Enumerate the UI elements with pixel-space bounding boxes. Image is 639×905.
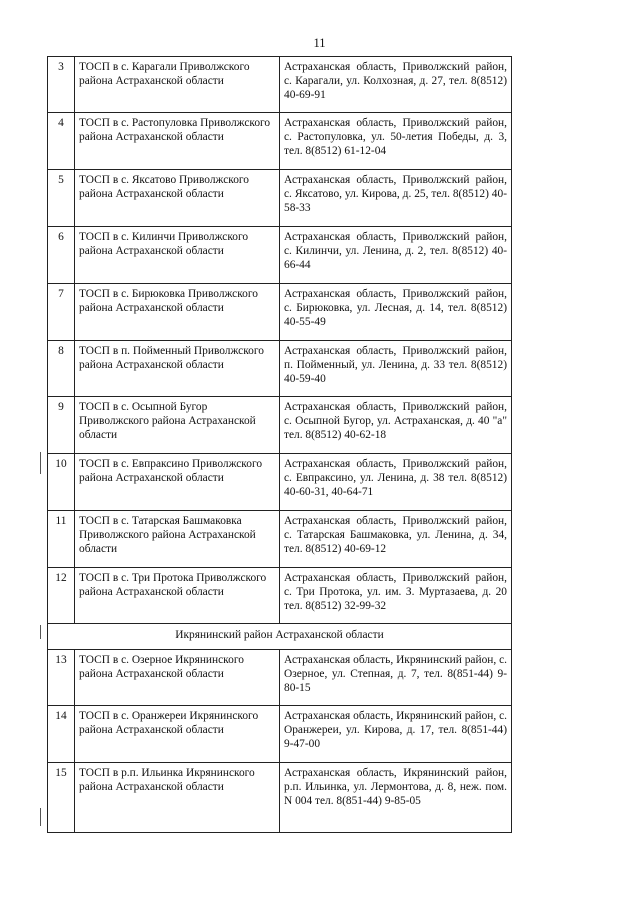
organization-name: ТОСП в с. Татарская Башмаковка Приволжского района Астраханской области: [75, 511, 280, 568]
row-number: 7: [48, 284, 75, 341]
row-number: 8: [48, 341, 75, 397]
table-row: [48, 57, 512, 113]
organization-address: Астраханская область, Приволжский район, с. Яксатово, ул. Кирова, д. 25, тел. 8(8512) 40-58-33: [280, 170, 512, 227]
organization-name: ТОСП в с. Растопуловка Приволжского района Астраханской области: [75, 113, 280, 170]
organizations-table: [47, 56, 512, 833]
section-title: Икрянинский район Астраханской области: [48, 624, 512, 650]
table-row: [48, 454, 512, 511]
scan-mark: [40, 625, 41, 639]
row-number: 12: [48, 568, 75, 624]
organization-name: ТОСП в с. Оранжереи Икрянинского района Астраханской области: [75, 706, 280, 763]
table-row: [48, 511, 512, 568]
organization-address: Астраханская область, Приволжский район, с. Татарская Башмаковка, ул. Ленина, д. 34, тел. 8(8512) 40-69-12: [280, 511, 512, 568]
section-header-row: [48, 624, 512, 650]
row-number: 9: [48, 397, 75, 454]
organization-address: Астраханская область, Приволжский район, с. Килинчи, ул. Ленина, д. 2, тел. 8(8512) 40-66-44: [280, 227, 512, 284]
organization-address: Астраханская область, Икрянинский район, р.п. Ильинка, ул. Лермонтова, д. 8, неж. пом. N 004 тел. 8(851-44) 9-85-05: [280, 763, 512, 833]
organization-address: Астраханская область, Икрянинский район, с. Озерное, ул. Степная, д. 7, тел. 8(851-44) 9-80-15: [280, 650, 512, 706]
table-row: [48, 227, 512, 284]
organization-name: ТОСП в с. Яксатово Приволжского района Астраханской области: [75, 170, 280, 227]
table-row: [48, 113, 512, 170]
table-row: [48, 650, 512, 706]
organization-address: Астраханская область, Приволжский район, с. Карагали, ул. Колхозная, д. 27, тел. 8(8512) 40-69-91: [280, 57, 512, 113]
organization-address: Астраханская область, Приволжский район, с. Растопуловка, ул. 50-летия Победы, д. 3, тел. 8(8512) 61-12-04: [280, 113, 512, 170]
row-number: 4: [48, 113, 75, 170]
row-number: 15: [48, 763, 75, 833]
row-number: 5: [48, 170, 75, 227]
table-row: [48, 763, 512, 833]
organization-address: Астраханская область, Приволжский район, с. Бирюковка, ул. Лесная, д. 14, тел. 8(8512) 40-55-49: [280, 284, 512, 341]
page-number: 11: [313, 36, 326, 50]
row-number: 6: [48, 227, 75, 284]
organization-name: ТОСП в с. Озерное Икрянинского района Астраханской области: [75, 650, 280, 706]
organization-address: Астраханская область, Приволжский район, с. Три Протока, ул. им. З. Муртазаева, д. 20 тел. 8(8512) 32-99-32: [280, 568, 512, 624]
organization-name: ТОСП в с. Карагали Приволжского района Астраханской области: [75, 57, 280, 113]
table-row: [48, 706, 512, 763]
table-row: [48, 397, 512, 454]
organization-name: ТОСП в с. Три Протока Приволжского района Астраханской области: [75, 568, 280, 624]
table-row: [48, 170, 512, 227]
organization-name: ТОСП в с. Осыпной Бугор Приволжского района Астраханской области: [75, 397, 280, 454]
organization-name: ТОСП в с. Килинчи Приволжского района Астраханской области: [75, 227, 280, 284]
row-number: 3: [48, 57, 75, 113]
row-number: 14: [48, 706, 75, 763]
table-row: [48, 341, 512, 397]
organization-name: ТОСП в п. Пойменный Приволжского района Астраханской области: [75, 341, 280, 397]
scan-mark: [40, 808, 41, 826]
row-number: 10: [48, 454, 75, 511]
scan-mark: [40, 452, 41, 474]
row-number: 13: [48, 650, 75, 706]
table-row: [48, 284, 512, 341]
organization-address: Астраханская область, Приволжский район, с. Осыпной Бугор, ул. Астраханская, д. 40 "а" тел. 8(8512) 40-62-18: [280, 397, 512, 454]
organization-address: Астраханская область, Приволжский район, с. Евпраксино, ул. Ленина, д. 38 тел. 8(8512) 40-60-31, 40-64-71: [280, 454, 512, 511]
table-row: [48, 568, 512, 624]
organization-name: ТОСП в с. Евпраксино Приволжского района Астраханской области: [75, 454, 280, 511]
row-number: 11: [48, 511, 75, 568]
organization-address: Астраханская область, Приволжский район, п. Пойменный, ул. Ленина, д. 33 тел. 8(8512) 40-59-40: [280, 341, 512, 397]
organization-name: ТОСП в р.п. Ильинка Икрянинского района Астраханской области: [75, 763, 280, 833]
organization-address: Астраханская область, Икрянинский район, с. Оранжереи, ул. Кирова, д. 17, тел. 8(851-44) 9-47-00: [280, 706, 512, 763]
organization-name: ТОСП в с. Бирюковка Приволжского района Астраханской области: [75, 284, 280, 341]
